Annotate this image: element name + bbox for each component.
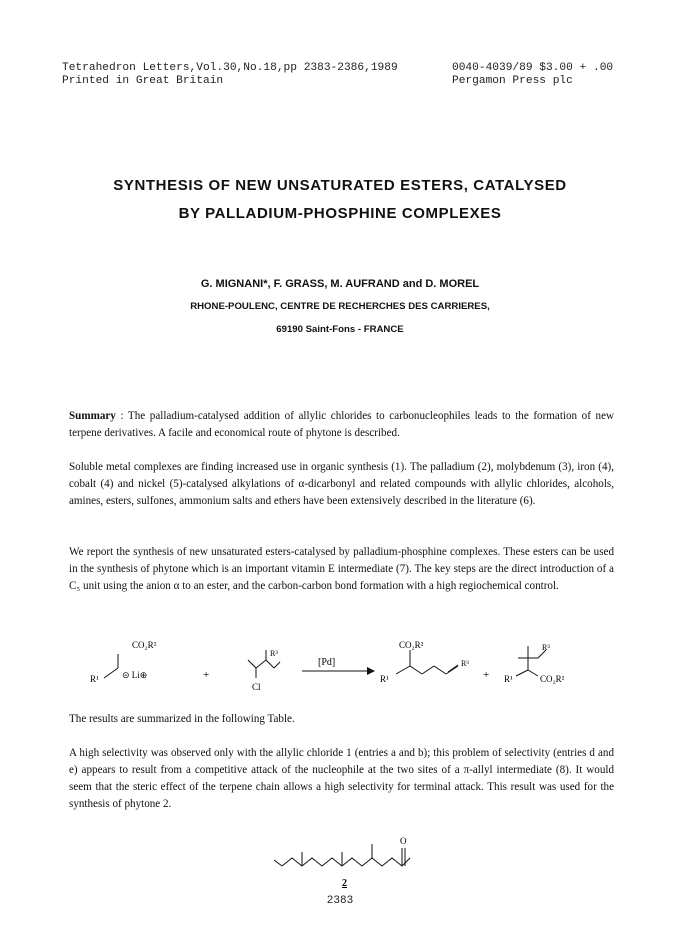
printed-line: Printed in Great Britain: [62, 75, 224, 87]
summary-text: : The palladium-catalysed addition of allylic chlorides to carbonucleophiles leads to the formation of new terpene derivatives. A facile and economical route of phytone is described.: [69, 410, 615, 439]
oxygen-label: O: [400, 836, 407, 846]
carbon-chain: [282, 858, 410, 866]
byproduct-r3-label: R³: [542, 643, 550, 652]
reactant-r3-label: R³: [270, 649, 278, 658]
catalyst-label: [Pd]: [318, 657, 336, 668]
plus-sign-2: +: [483, 669, 490, 681]
byproduct-r1-label: R¹: [504, 674, 513, 684]
author-list: G. MIGNANI*, F. GRASS, M. AUFRAND and D. MOREL: [200, 278, 480, 290]
reactant-lithium-label: ⊝ Li⊕: [122, 670, 148, 680]
plus-sign: +: [203, 669, 210, 681]
phytone-structure: [270, 822, 420, 892]
reactant-r1-label: R¹: [90, 674, 99, 684]
paragraph-text: The results are summarized in the following Table.: [69, 713, 295, 725]
paper-title-line-1: SYNTHESIS OF NEW UNSATURATED ESTERS, CATALYSED: [113, 177, 567, 194]
product-ester-label: CO₂R²: [399, 640, 424, 650]
issn-price-line: 0040-4039/89 $3.00 + .00: [452, 62, 614, 74]
body-paragraph-intro: [69, 459, 614, 510]
byproduct-ester-label: CO₂R²: [540, 674, 565, 684]
body-paragraph-report: [69, 544, 614, 595]
affiliation: RHONE-POULENC, CENTRE DE RECHERCHES DES CARRIERES,: [190, 301, 490, 312]
summary-label: Summary: [69, 410, 116, 422]
summary-paragraph: [69, 408, 614, 442]
journal-line: Tetrahedron Letters,Vol.30,No.18,pp 2383-2386,1989: [62, 62, 398, 74]
reaction-scheme: [60, 630, 620, 705]
reactant-ester-label: CO₂R²: [132, 640, 157, 650]
price-info: [452, 62, 613, 88]
product-r1-label: R¹: [380, 674, 389, 684]
paragraph-text: A high selectivity was observed only with the allylic chloride 1 (entries a and b); this problem of selectivity (entries d and e) appears to result from a competitive attack of the nucleophile at the two sites of a π-allyl intermediate (8). It would seem that the steric effect of the terpene chain allows a high selectivity for terminal attack. This result was used for the synthesis of phytone 2.: [69, 747, 614, 810]
paper-title-line-2: BY PALLADIUM-PHOSPHINE COMPLEXES: [178, 205, 502, 222]
compound-number: 2: [342, 878, 347, 889]
publisher-line: Pergamon Press plc: [452, 75, 573, 87]
chloride-label: Cl: [252, 682, 261, 692]
terminal-methyl: [274, 860, 282, 866]
paragraph-text: We report the synthesis of new unsaturated esters-catalysed by palladium-phosphine complexes. These esters can be used in the synthesis of phytone which is an important vitamin E intermediate (7). The key steps are the direct introduction of a C₅ unit using the anion α to an ester, and the carbon-carbon bond formation with a high regiochemical control.: [69, 546, 614, 592]
address: 69190 Saint-Fons - FRANCE: [276, 324, 404, 335]
paragraph-text: Soluble metal complexes are finding increased use in organic synthesis (1). The palladium (2), molybdenum (3), iron (4), cobalt (4) and nickel (5)-catalysed alkylations of α-dicarbonyl and related compounds with allylic chlorides, alcohols, amines, esters, sulfones, ammonium salts and ethers have been extensively described in the literature (6).: [69, 461, 614, 507]
arrow-head: [367, 667, 375, 675]
journal-citation: [62, 62, 398, 88]
page-number: 2383: [326, 895, 354, 907]
body-paragraph-selectivity: [69, 745, 614, 813]
body-paragraph-results: [69, 711, 614, 728]
product-r3-label: R³: [461, 659, 469, 668]
